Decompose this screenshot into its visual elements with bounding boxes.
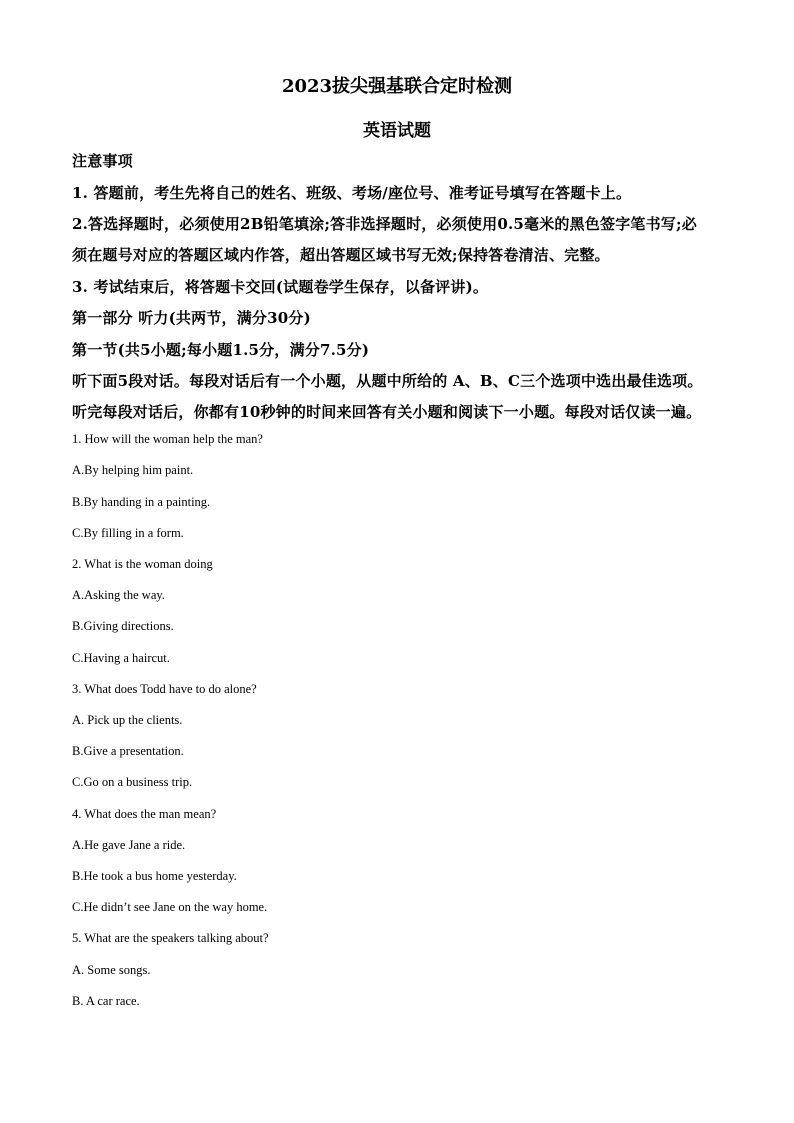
question-1: 1. How will the woman help the man? <box>72 432 263 446</box>
question-4-option-a: A.He gave Jane a ride. <box>72 838 186 852</box>
exam-title: 2023拔尖强基联合定时检测 <box>281 76 513 97</box>
question-2-option-a: A.Asking the way. <box>72 588 165 602</box>
question-5-option-a: A. Some songs. <box>72 963 151 977</box>
instruction-line-2: 听完每段对话后，你都有10秒钟的时间来回答有关小题和阅读下一小题。每段对话仅读一遍。 <box>72 403 702 421</box>
question-1-option-b: B.By handing in a painting. <box>72 495 211 509</box>
notice-item-1: 1. 答题前，考生先将自己的姓名、班级、考场/座位号、准考证号填写在答题卡上。 <box>72 184 632 202</box>
instruction-line-1: 听下面5段对话。每段对话后有一个小题，从题中所给的 A、B、C三个选项中选出最佳选项。 <box>72 372 703 390</box>
notice-item-2-line-1: 2.答选择题时，必须使用2B铅笔填涂;答非选择题时，必须使用0.5毫米的黑色签字笔书写;必 <box>72 215 697 233</box>
question-2: 2. What is the woman doing <box>72 557 213 571</box>
section-part-heading: 第一部分 听力(共两节，满分30分) <box>72 309 311 327</box>
subsection-heading: 第一节(共5小题;每小题1.5分，满分7.5分) <box>72 341 370 359</box>
question-1-option-c: C.By filling in a form. <box>72 526 184 540</box>
notice-item-3: 3. 考试结束后，将答题卡交回(试题卷学生保存，以备评讲)。 <box>72 278 489 296</box>
question-2-option-c: C.Having a haircut. <box>72 651 170 665</box>
question-4-option-b: B.He took a bus home yesterday. <box>72 869 237 883</box>
question-3-option-b: B.Give a presentation. <box>72 744 184 758</box>
question-4-option-c: C.He didn’t see Jane on the way home. <box>72 900 268 914</box>
question-3-option-c: C.Go on a business trip. <box>72 775 193 789</box>
question-3: 3. What does Todd have to do alone? <box>72 682 257 696</box>
question-2-option-b: B.Giving directions. <box>72 619 174 633</box>
question-4: 4. What does the man mean? <box>72 807 217 821</box>
question-1-option-a: A.By helping him paint. <box>72 463 194 477</box>
question-5-option-b: B. A car race. <box>72 994 140 1008</box>
exam-subtitle: 英语试题 <box>363 121 431 141</box>
question-3-option-a: A. Pick up the clients. <box>72 713 183 727</box>
notice-item-2-line-2: 须在题号对应的答题区域内作答，超出答题区域书写无效;保持答卷清洁、完整。 <box>72 246 610 264</box>
question-5: 5. What are the speakers talking about? <box>72 931 269 945</box>
notice-heading: 注意事项 <box>72 152 133 170</box>
